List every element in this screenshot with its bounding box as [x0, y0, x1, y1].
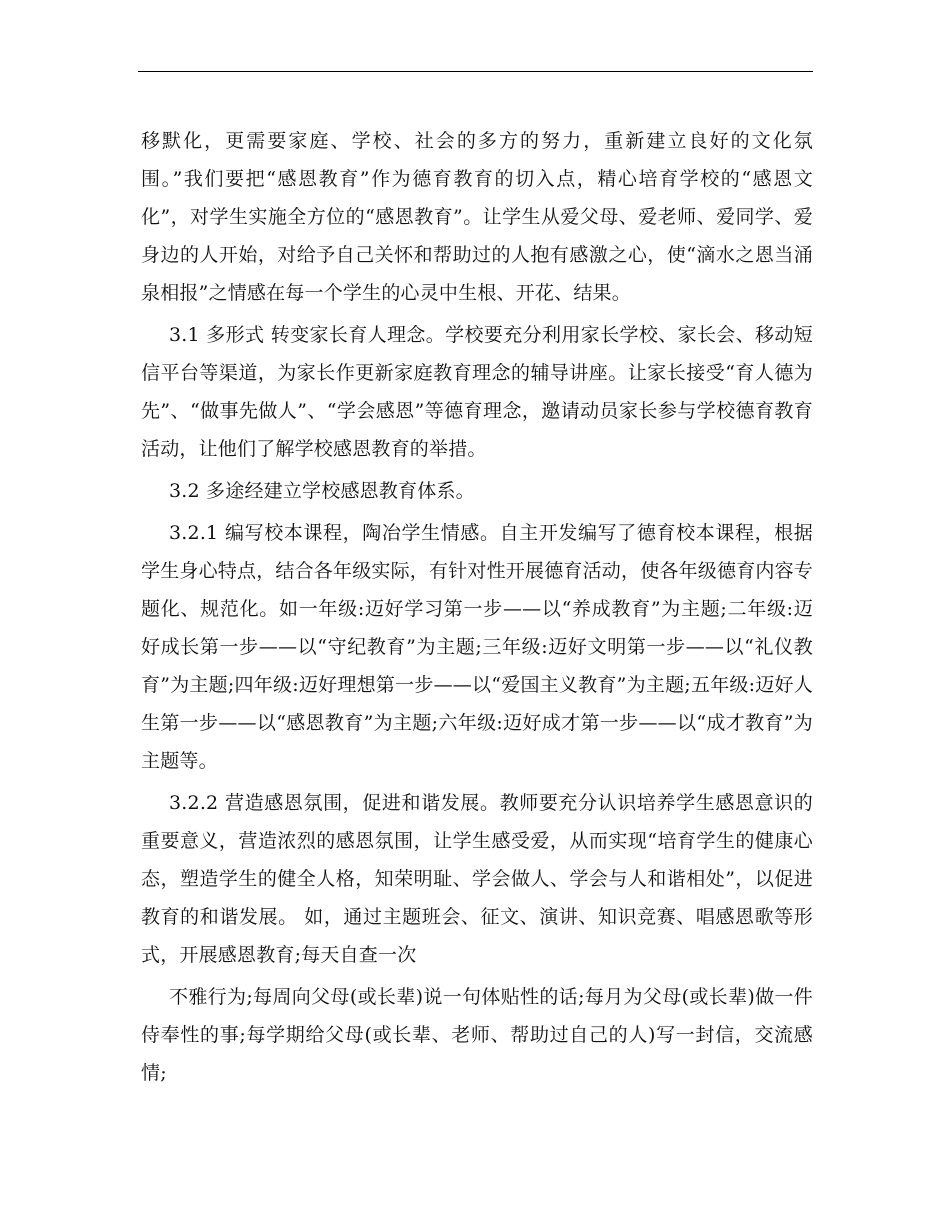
- document-body: [141, 122, 813, 1096]
- paragraph-3-1: 3.1 多形式 转变家长育人理念。学校要充分利用家长学校、家长会、移动短信平台等渠道，为家长作更新家庭教育理念的辅导讲座。让家长接受“育人德为先”、“做事先做人”、“学会感恩”等德育理念，邀请动员家长参与学校德育教育活动，让他们了解学校感恩教育的举措。: [141, 324, 813, 460]
- paragraph-intro: 移默化，更需要家庭、学校、社会的多方的努力，重新建立良好的文化氛围。”我们要把“感恩教育”作为德育教育的切入点，精心培育学校的“感恩文化”，对学生实施全方位的“感恩教育”。让学生从爱父母、爱老师、爱同学、爱身边的人开始，对给予自己关怀和帮助过的人抱有感激之心，使“滴水之恩当涌泉相报”之情感在每一个学生的心灵中生根、开花、结果。: [141, 130, 813, 304]
- header-rule: [138, 71, 813, 72]
- paragraph-3-2-2: 3.2.2 营造感恩氛围，促进和谐发展。教师要充分认识培养学生感恩意识的重要意义，营造浓烈的感恩氛围，让学生感受爱，从而实现“培育学生的健康心态，塑造学生的健全人格，知荣明耻、学会做人、学会与人和谐相处”，以促进教育的和谐发展。 如，通过主题班会、征文、演讲、知识竞赛、唱感恩歌等形式，开展感恩教育;每天自查一次: [141, 792, 813, 966]
- paragraph-3-2: 3.2 多途经建立学校感恩教育体系。: [169, 480, 475, 502]
- paragraph-continuation: 不雅行为;每周向父母(或长辈)说一句体贴性的话;每月为父母(或长辈)做一件侍奉性的事;每学期给父母(或长辈、老师、帮助过自己的人)写一封信，交流感情;: [141, 986, 813, 1084]
- paragraph-3-2-1: 3.2.1 编写校本课程，陶冶学生情感。自主开发编写了德育校本课程，根据学生身心特点，结合各年级实际，有针对性开展德育活动，使各年级德育内容专题化、规范化。如一年级:迈好学习第一步——以“养成教育”为主题;二年级:迈好成长第一步——以“守纪教育”为主题;三年级:迈好文明第一步——以“礼仪教育”为主题;四年级:迈好理想第一步——以“爱国主义教育”为主题;五年级:迈好人生第一步——以“感恩教育”为主题;六年级:迈好成才第一步——以“成才教育”为主题等。: [141, 522, 814, 772]
